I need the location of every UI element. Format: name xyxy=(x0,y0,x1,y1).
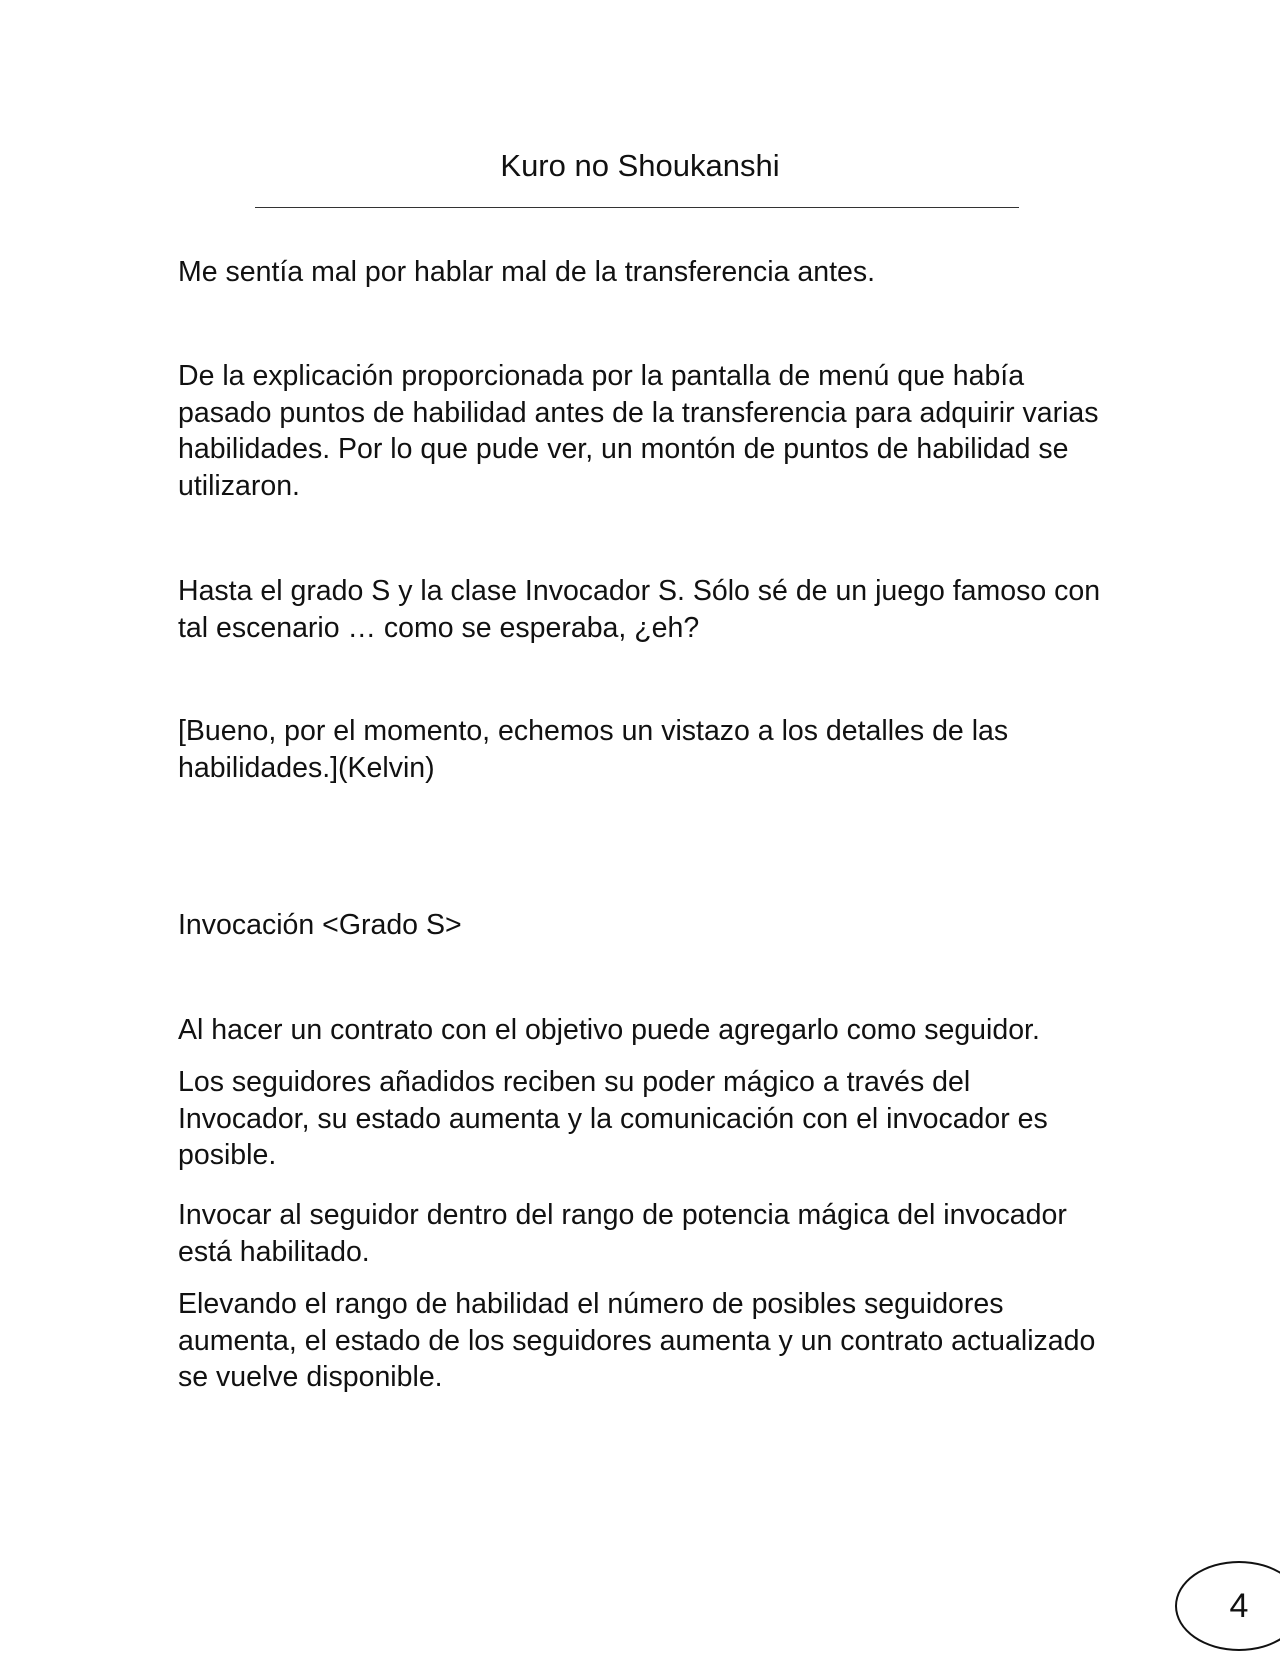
page-number-badge xyxy=(1175,1561,1280,1651)
paragraph-7: Los seguidores añadidos reciben su poder mágico a través del Invocador, su estado aumenta y la comunicación con el invocador es posible. xyxy=(178,1066,1048,1171)
paragraph-2: De la explicación proporcionada por la pantalla de menú que había pasado puntos de habilidad antes de la transferencia para adquirir varias habilidades. Por lo que pude ver, un montón de puntos de habilidad se utilizaron. xyxy=(178,360,1099,502)
paragraph-1: Me sentía mal por hablar mal de la transferencia antes. xyxy=(178,256,876,288)
paragraph-8: Invocar al seguidor dentro del rango de potencia mágica del invocador está habilitado. xyxy=(178,1199,1067,1268)
paragraph-3: Hasta el grado S y la clase Invocador S. Sólo sé de un juego famoso con tal escenario … como se esperaba, ¿eh? xyxy=(178,575,1101,644)
skill-heading: Invocación <Grado S> xyxy=(178,909,462,941)
book-title: Kuro no Shoukanshi xyxy=(500,148,780,183)
paragraph-9: Elevando el rango de habilidad el número de posibles seguidores aumenta, el estado de los seguidores aumenta y un contrato actualizado se vuelve disponible. xyxy=(178,1288,1096,1393)
paragraph-6: Al hacer un contrato con el objetivo puede agregarlo como seguidor. xyxy=(178,1014,1040,1046)
header-divider xyxy=(255,207,1019,208)
page-number: 4 xyxy=(1229,1586,1249,1625)
paragraph-4: [Bueno, por el momento, echemos un vistazo a los detalles de las habilidades.](Kelvin) xyxy=(178,715,1009,784)
